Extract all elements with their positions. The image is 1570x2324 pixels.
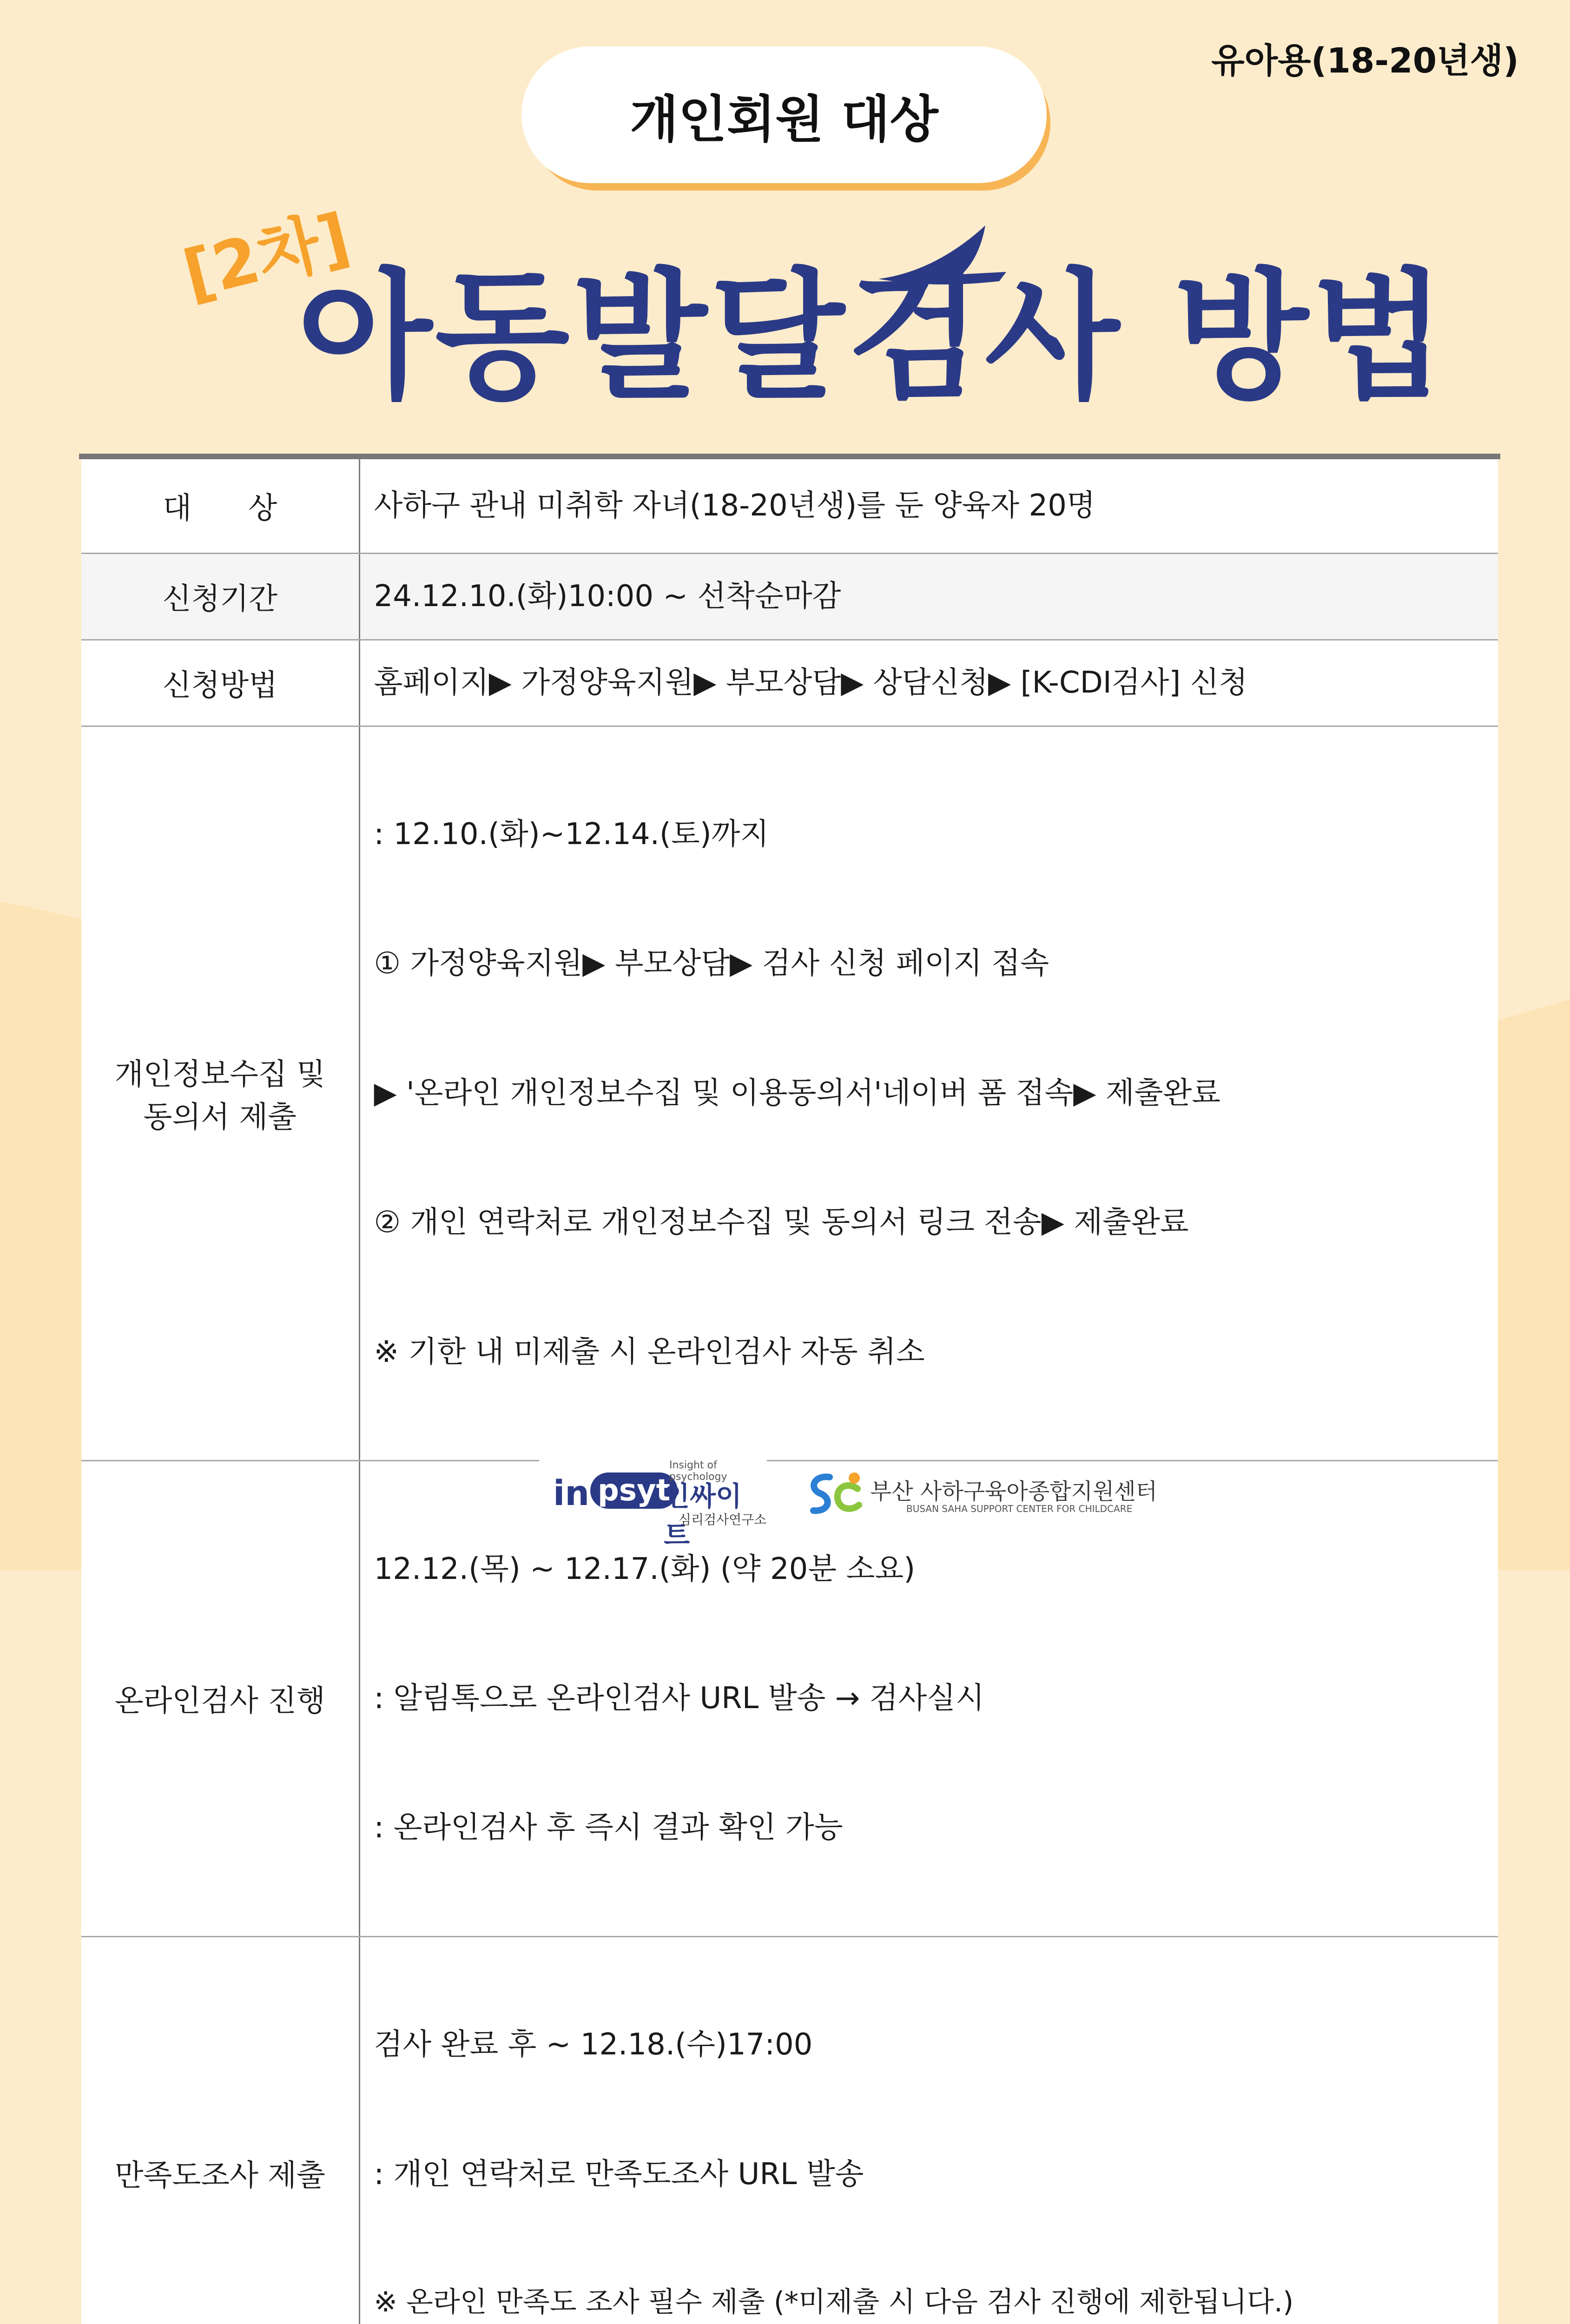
content-line: 홈페이지▶ 가정양육지원▶ 부모상담▶ 상담신청▶ [K-CDI검사] 신청: [374, 665, 1248, 700]
target-pill-label: 개인회원 대상: [630, 90, 938, 149]
row-content: [359, 726, 1498, 1461]
table-row: [81, 1936, 1498, 2324]
round-tag: [2차]: [176, 199, 357, 314]
row-content: [359, 1936, 1498, 2324]
inpsyt-logo-tagline: Insight of psychology: [669, 1459, 727, 1483]
row-content: [359, 640, 1498, 726]
content-line: ① 가정양육지원▶ 부모상담▶ 검사 신청 페이지 접속: [374, 946, 1049, 981]
row-content: [359, 459, 1498, 553]
row-label: 만족도조사 제출: [81, 1936, 359, 2324]
content-line: ② 개인 연락처로 개인정보수집 및 동의서 링크 전송▶ 제출완료: [374, 1205, 1189, 1240]
inpsyt-logo-prefix: in: [553, 1473, 590, 1513]
content-line: : 12.10.(화)~12.14.(토)까지: [374, 817, 769, 852]
content-line: : 온라인검사 후 즉시 결과 확인 가능: [374, 1810, 843, 1845]
content-line: ※ 온라인 만족도 조사 필수 제출 (*미제출 시 다음 검사 진행에 제한됩니다.): [374, 2286, 1294, 2319]
main-title: 아동발달검사 방법: [297, 256, 1449, 418]
row-content: [359, 553, 1498, 640]
row-label: 신청기간: [81, 553, 359, 640]
table-row: [81, 459, 1498, 553]
content-line: 검사 완료 후 ~ 12.18.(수)17:00: [374, 2027, 813, 2062]
target-pill: [521, 46, 1047, 183]
inpsyt-logo-icon: [539, 1455, 767, 1551]
row-label: [81, 726, 359, 1461]
info-table: [81, 459, 1498, 2324]
inpsyt-logo-sub: 심리검사연구소: [679, 1512, 767, 1527]
sc-logo-icon: [804, 1468, 864, 1519]
inpsyt-logo-name: 인싸이트: [664, 1480, 742, 1551]
footer-logos: [539, 1455, 1570, 1551]
table-row: [81, 726, 1498, 1461]
table-row: [81, 640, 1498, 726]
content-line: ※ 기한 내 미제출 시 온라인검사 자동 취소: [374, 1334, 925, 1369]
inpsyt-logo-badge: psyt: [590, 1472, 678, 1509]
row-label: 대 상: [81, 459, 359, 553]
table-top-rule: [79, 454, 1500, 459]
center-name-english: BUSAN SAHA SUPPORT CENTER FOR CHILDCARE: [906, 1503, 1133, 1514]
row-label: 신청방법: [81, 640, 359, 726]
content-line: 24.12.10.(화)10:00 ~ 선착순마감: [374, 579, 841, 614]
row-label-line: 동의서 제출: [143, 1100, 297, 1135]
row-label-line: 개인정보수집 및: [114, 1057, 325, 1092]
row-label: 온라인검사 진행: [81, 1461, 359, 1937]
content-line: : 알림톡으로 온라인검사 URL 발송 → 검사실시: [374, 1681, 984, 1716]
content-line: 사하구 관내 미취학 자녀(18-20년생)를 둔 양육자 20명: [374, 488, 1095, 523]
content-line: 12.12.(목) ~ 12.17.(화) (약 20분 소요): [374, 1552, 916, 1586]
table-row: [81, 553, 1498, 640]
age-group-tag: 유아용(18-20년생): [1211, 41, 1519, 81]
center-name: 부산 사하구육아종합지원센터: [870, 1479, 1158, 1505]
content-line: : 개인 연락처로 만족도조사 URL 발송: [374, 2157, 864, 2192]
content-line: ▶ '온라인 개인정보수집 및 이용동의서'네이버 폼 접속▶ 제출완료: [374, 1076, 1221, 1110]
